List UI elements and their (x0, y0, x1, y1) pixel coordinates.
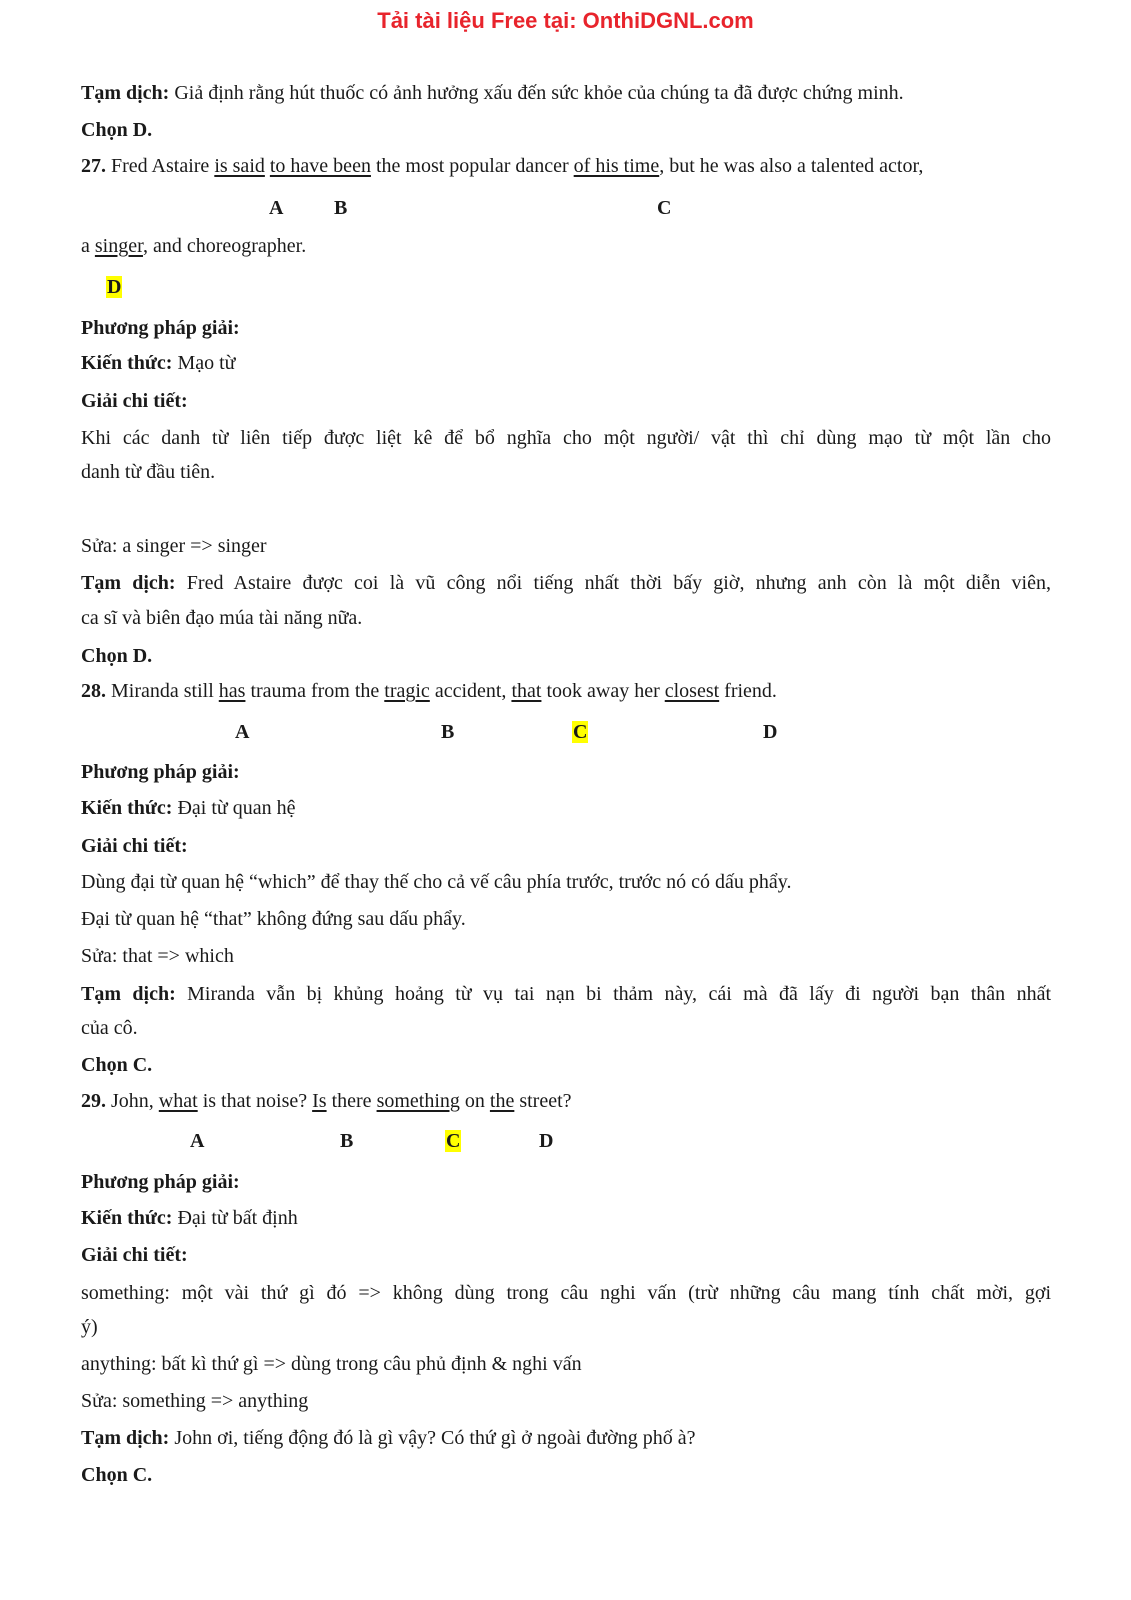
translation-text: Miranda vẫn bị khủng hoảng từ vụ tai nạn bi thảm này, cái mà đã lấy đi người bạn thân nhất (175, 983, 1052, 1005)
answer-choice: Chọn D. (81, 119, 153, 141)
detail-text: Dùng đại từ quan hệ “which” để thay thế cho cả vế câu phía trước, trước nó có dấu phẩy. (81, 871, 792, 893)
question-text: John, (106, 1090, 159, 1112)
underlined-c: of his time (573, 155, 660, 177)
translation-text: ca sĩ và biên đạo múa tài năng nữa. (81, 607, 363, 629)
detail-text: ý) (81, 1316, 98, 1338)
detail-text: anything: bất kì thứ gì => dùng trong câu phủ định & nghi vấn (81, 1353, 582, 1375)
underlined-a: is said (214, 155, 265, 177)
question-text: Fred Astaire (106, 155, 215, 177)
question-text: accident, (429, 680, 512, 702)
knowledge-text: Mạo từ (172, 352, 236, 374)
underlined-c: that (511, 680, 542, 702)
knowledge-label: Kiến thức: (81, 1207, 173, 1229)
method-heading: Phương pháp giải: (81, 1171, 240, 1193)
question-text: a (81, 235, 95, 257)
option-label-c-highlighted: C (573, 721, 588, 743)
option-label-b: B (334, 197, 348, 219)
translation (81, 981, 1051, 1007)
question-text: friend. (719, 680, 777, 702)
answer-choice: Chọn C. (81, 1054, 153, 1076)
option-label-d-highlighted: D (107, 276, 122, 298)
translation (81, 570, 1051, 596)
translation-label: Tạm dịch: (81, 1427, 170, 1449)
detail-heading: Giải chi tiết: (81, 390, 188, 412)
question-number: 28. (81, 680, 106, 702)
question-text: street? (514, 1090, 572, 1112)
site-header: Tải tài liệu Free tại: OnthiDGNL.com (377, 8, 754, 33)
underlined-d: the (489, 1090, 515, 1112)
question-text: the most popular dancer (370, 155, 574, 177)
underlined-a: has (218, 680, 246, 702)
underlined-c: something (376, 1090, 460, 1112)
underlined-b: to have been (269, 155, 371, 177)
question-text: , but he was also a talented actor, (659, 155, 924, 177)
translation-text: John ơi, tiếng động đó là gì vậy? Có thứ gì ở ngoài đường phố à? (169, 1427, 696, 1449)
underlined-b: Is (312, 1090, 327, 1112)
knowledge-text: Đại từ bất định (172, 1207, 298, 1229)
knowledge-label: Kiến thức: (81, 797, 173, 819)
translation-text: Giả định rằng hút thuốc có ảnh hưởng xấu đến sức khỏe của chúng ta đã được chứng minh. (169, 82, 904, 104)
option-label-d: D (763, 721, 778, 743)
detail-text: Đại từ quan hệ “that” không đứng sau dấu phẩy. (81, 908, 466, 930)
knowledge-label: Kiến thức: (81, 352, 173, 374)
question-text: , and choreographer. (142, 235, 307, 257)
translation-label: Tạm dịch: (81, 983, 176, 1005)
option-label-a: A (235, 721, 250, 743)
underlined-b: tragic (384, 680, 430, 702)
answer-choice: Chọn C. (81, 1464, 153, 1486)
option-label-a: A (269, 197, 284, 219)
question-text: took away her (541, 680, 665, 702)
option-label-c-highlighted: C (446, 1130, 461, 1152)
option-label-a: A (190, 1130, 205, 1152)
intro-translation (81, 80, 904, 106)
translation-text: của cô. (81, 1017, 138, 1039)
question-29 (81, 1088, 572, 1114)
method-heading: Phương pháp giải: (81, 761, 240, 783)
option-label-b: B (441, 721, 455, 743)
method-heading: Phương pháp giải: (81, 317, 240, 339)
question-number: 27. (81, 155, 106, 177)
question-text: on (459, 1090, 490, 1112)
translation-text: Fred Astaire được coi là vũ công nổi tiếng nhất thời bấy giờ, nhưng anh còn là một diễn viên, (175, 572, 1051, 594)
question-text: is that noise? (197, 1090, 313, 1112)
question-text: Miranda still (106, 680, 219, 702)
translation-label: Tạm dịch: (81, 82, 170, 104)
option-label-c: C (657, 197, 672, 219)
option-label-d: D (539, 1130, 554, 1152)
correction-text: Sửa: a singer => singer (81, 535, 267, 557)
correction-text: Sửa: something => anything (81, 1390, 309, 1412)
translation (81, 1425, 695, 1451)
underlined-d: singer (94, 235, 143, 257)
question-number: 29. (81, 1090, 106, 1112)
question-28 (81, 678, 777, 704)
translation-label: Tạm dịch: (81, 572, 176, 594)
underlined-a: what (158, 1090, 198, 1112)
question-text: there (326, 1090, 377, 1112)
knowledge-text: Đại từ quan hệ (172, 797, 296, 819)
detail-text: something: một vài thứ gì đó => không dùng trong câu nghi vấn (trừ những câu mang tính chất mời, gợi (81, 1282, 1051, 1304)
detail-text: Khi các danh từ liên tiếp được liệt kê để bổ nghĩa cho một người/ vật thì chỉ dùng mạo từ một lần cho (81, 427, 1051, 449)
correction-text: Sửa: that => which (81, 945, 234, 967)
answer-choice: Chọn D. (81, 645, 153, 667)
underlined-d: closest (664, 680, 720, 702)
option-label-b: B (340, 1130, 354, 1152)
detail-heading: Giải chi tiết: (81, 835, 188, 857)
question-text: trauma from the (245, 680, 385, 702)
question-27 (81, 153, 923, 179)
detail-heading: Giải chi tiết: (81, 1244, 188, 1266)
question-27-cont (81, 233, 306, 259)
detail-text: danh từ đầu tiên. (81, 461, 216, 483)
